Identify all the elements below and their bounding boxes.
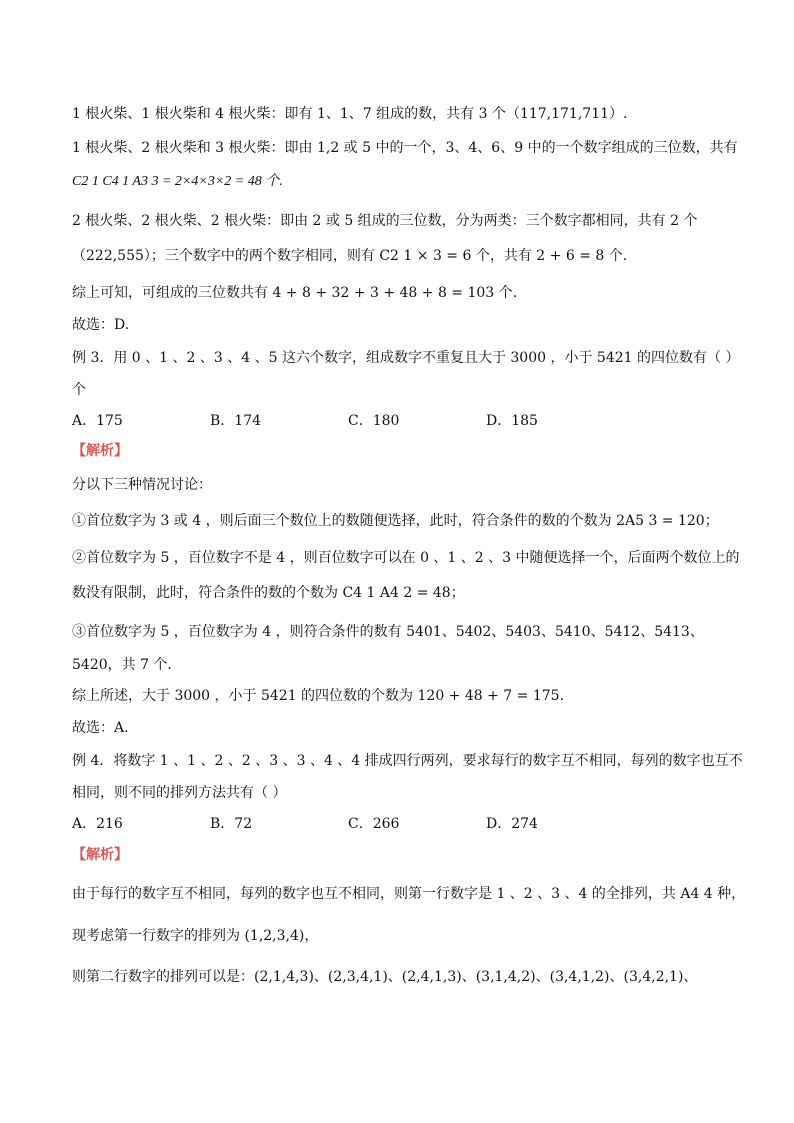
q3-option-d: D．185	[486, 413, 538, 429]
q3-option-b: B．174	[210, 413, 262, 429]
q4-option-b: B．72	[210, 816, 253, 832]
text-line: 分以下三种情况讨论：	[72, 477, 212, 493]
text-line: 1 根火柴、1 根火柴和 4 根火柴：即有 1、1、7 组成的数，共有 3 个（117,171,711）.	[72, 106, 628, 122]
text-line: 2 根火柴、2 根火柴、2 根火柴：即由 2 或 5 组成的三位数，分为两类：三个数字都相同，共有 2 个	[72, 213, 698, 229]
question-3-stem: 例 3．用 0 、1 、2 、3 、4 、5 这六个数字，组成数字不重复且大于 3000 ，小于 5421 的四位数有（ ）	[72, 350, 740, 366]
text-line: 综上可知，可组成的三位数共有 4 + 8 + 32 + 3 + 48 + 8 = 103 个.	[72, 285, 518, 301]
q4-option-d: D．274	[486, 816, 538, 832]
q3-option-c: C．180	[348, 413, 400, 429]
formula-line: C2 1 C4 1 A3 3 = 2×4×3×2 = 48 个.	[72, 174, 283, 189]
text-line: 相同，则不同的排列方法共有（ ）	[72, 785, 287, 801]
text-line: ③首位数字为 5 ，百位数字为 4 ，则符合条件的数有 5401、5402、5403、5410、5412、5413、	[72, 624, 704, 640]
analysis-heading: 【解析】	[72, 847, 128, 863]
text-line: 故选：D.	[72, 317, 130, 333]
text-line: ②首位数字为 5 ，百位数字不是 4 ，则百位数字可以在 0 、1 、2 、3 中随便选择一个，后面两个数位上的	[72, 550, 740, 566]
text-line: 综上所述，大于 3000 ，小于 5421 的四位数的个数为 120 + 48 + 7 = 175.	[72, 688, 565, 704]
text-line: 现考虑第一行数字的排列为 (1,2,3,4)，	[72, 928, 319, 944]
text-line: 1 根火柴、2 根火柴和 3 根火柴：即由 1,2 或 5 中的一个，3、4、6、9 中的一个数字组成的三位数，共有	[72, 140, 738, 156]
text-line: 数没有限制，此时，符合条件的数的个数为 C4 1 A4 2 = 48；	[72, 585, 465, 601]
text-line: 故选：A.	[72, 720, 129, 736]
q4-option-c: C．266	[348, 816, 400, 832]
text-line: 个	[72, 382, 86, 398]
text-line: 则第二行数字的排列可以是：(2,1,4,3)、(2,3,4,1)、(2,4,1,3)、(3,1,4,2)、(3,4,1,2)、(3,4,2,1)、	[72, 969, 698, 985]
text-line: 5420，共 7 个.	[72, 657, 172, 673]
text-line: ①首位数字为 3 或 4 ，则后面三个数位上的数随便选择，此时，符合条件的数的个数为 2A5 3 = 120；	[72, 513, 719, 529]
text-line: （222,555）；三个数字中的两个数字相同，则有 C2 1 × 3 = 6 个，共有 2 + 6 = 8 个.	[72, 248, 628, 264]
question-4-stem: 例 4．将数字 1 、1 、2 、2 、3 、3 、4 、4 排成四行两列，要求每行的数字互不相同，每列的数字也互不	[72, 753, 743, 769]
q4-option-a: A．216	[72, 816, 123, 832]
q3-option-a: A．175	[72, 413, 123, 429]
analysis-heading: 【解析】	[72, 443, 128, 459]
text-line: 由于每行的数字互不相同，每列的数字也互不相同，则第一行数字是 1 、2 、3 、4 的全排列，共 A4 4 种，	[72, 886, 746, 902]
